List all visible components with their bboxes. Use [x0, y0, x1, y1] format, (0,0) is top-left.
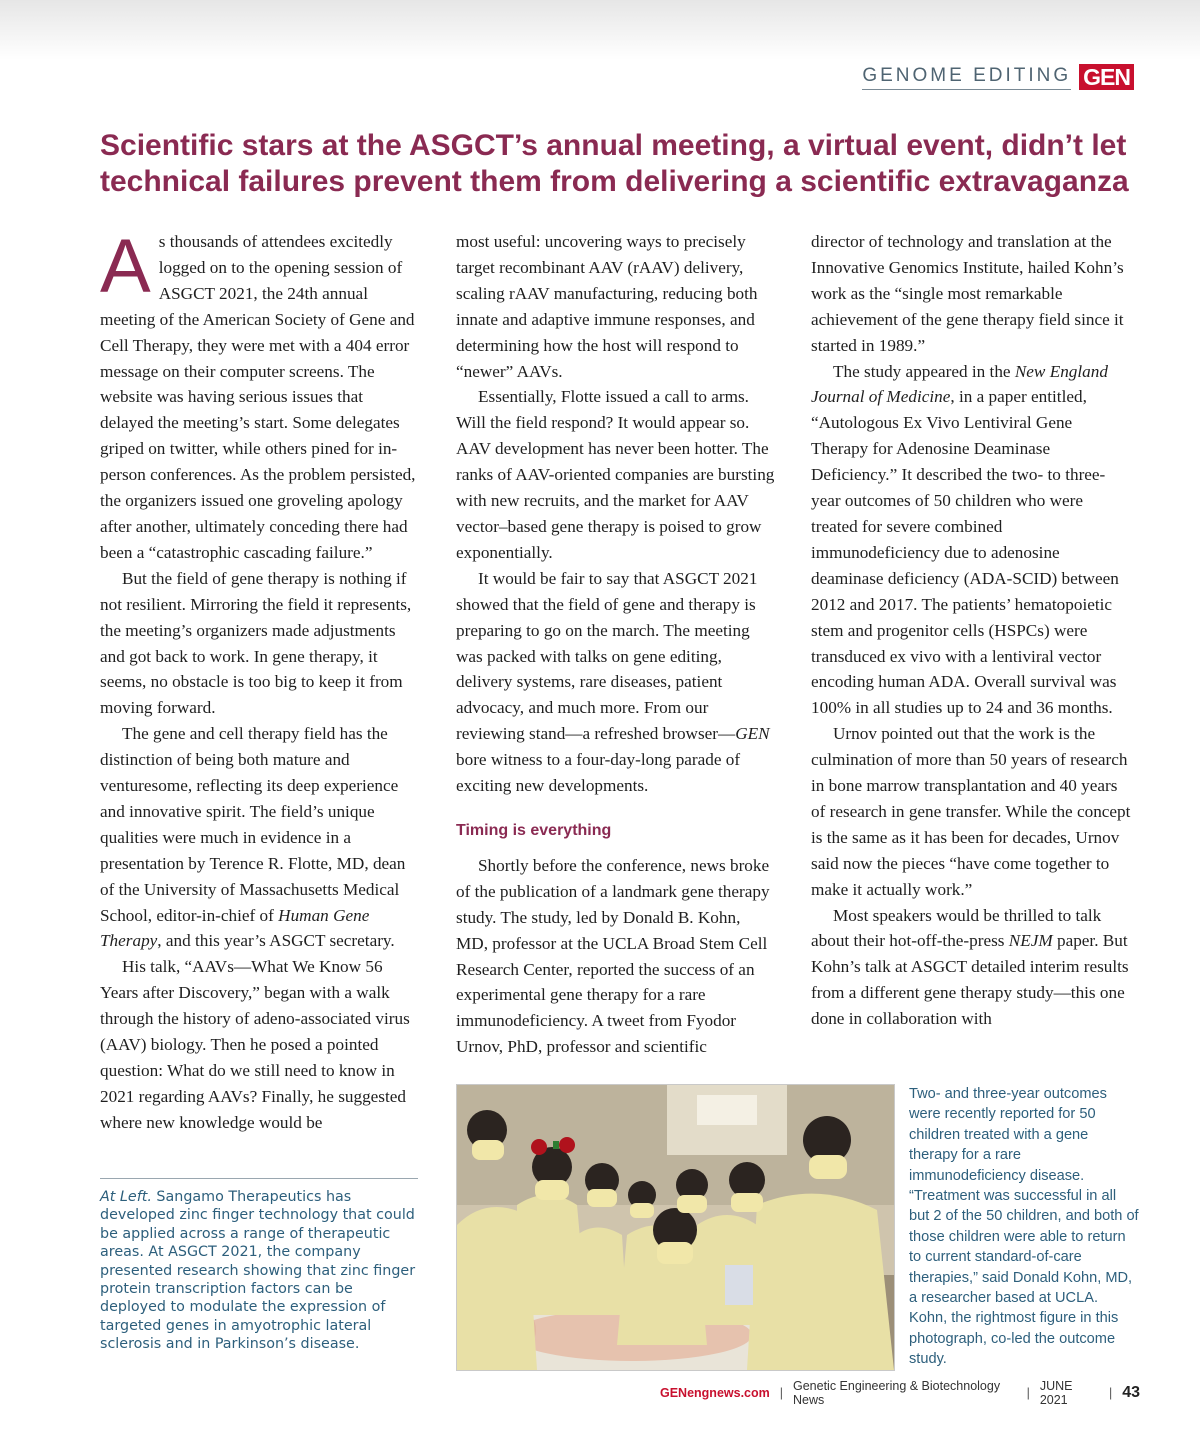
- paragraph-text: bore witness to a four-day-long parade of exciting new developments.: [456, 750, 741, 796]
- journal-title: New England Journal of Medicine: [811, 361, 1108, 407]
- section-header: [862, 62, 1134, 92]
- paragraph: Urnov pointed out that the work is the culmination of more than 50 years of research in bone marrow transplantation and 40 years of research in gene transfer. While the concept is the same as it has been for decades, Urnov said now the pieces “have come together to make it actually work.”: [811, 724, 1131, 899]
- paragraph-text: , and this year’s ASGCT secretary.: [157, 931, 395, 951]
- article-column-2: [456, 229, 776, 1060]
- paragraph-text: Most speakers would be thrilled to talk about their hot-off-the-press: [811, 905, 1102, 951]
- article-headline: Scientific stars at the ASGCT’s annual meeting, a virtual event, didn’t let technical failures prevent them from delivering a scientific extravaganza: [100, 129, 1129, 198]
- publication-name: GEN: [735, 724, 770, 744]
- paragraph-text: s thousands of attendees excitedly logged on to the opening session of ASGCT 2021, the 24th annual meeting of the American Society of Gene and Cell Therapy, they were met with a 404 error message on their computer screens. The website was having serious issues that delayed the meeting’s start. Some delegates griped on twitter, while others pined for in-person conferences. As the problem persisted, the organizers issued one groveling apology after another, ultimately conceding there had been a “catastrophic cascading failure.”: [100, 232, 416, 562]
- footer-publication: Genetic Engineering & Biotechnology News: [793, 1379, 1001, 1407]
- footer-separator: |: [1108, 1386, 1113, 1400]
- paragraph-text: The study appeared in the: [833, 361, 1015, 381]
- clinical-team-photo: [456, 1084, 895, 1371]
- page-number: 43: [1122, 1384, 1140, 1401]
- photo-caption: Two- and three-year outcomes were recently reported for 50 children treated with a gene therapy for a rare immunodeficiency disease. “Treatment was successful in all but 2 of the 50 children, and both of those children were able to return to current standard-of-care therapies,” said Donald Kohn, MD, a researcher based at UCLA. Kohn, the rightmost figure in this photograph, co-led the outcome study.: [909, 1086, 1139, 1368]
- paragraph: [811, 359, 1131, 722]
- article-column-3: [811, 229, 1131, 1032]
- gen-logo: GEN: [1079, 64, 1134, 90]
- paragraph-text: paper. But Kohn’s talk at ASGCT detailed interim results from a different gene therapy study—this one done in collaboration with: [811, 931, 1129, 1029]
- section-label: GENOME EDITING: [862, 65, 1071, 90]
- journal-title: Human Gene Therapy: [100, 905, 370, 951]
- caption-text: Sangamo Therapeutics has developed zinc finger technology that could be applied across a range of therapeutic areas. At ASGCT 2021, the company presented research showing that zinc finger protein transcription factors can be deployed to modulate the expression of targeted genes in amyotrophic lateral sclerosis and in Parkinson’s disease.: [100, 1189, 416, 1353]
- paragraph: Essentially, Flotte issued a call to arms. Will the field respond? It would appear so. AAV development has never been hotter. The ranks of AAV-oriented companies are bursting with new recruits, and the market for AAV vector–based gene therapy is poised to grow exponentially.: [456, 387, 775, 562]
- footer-separator: |: [1026, 1386, 1030, 1400]
- paragraph-text: The gene and cell therapy field has the distinction of being both mature and venturesome, reflecting its deep experience and innovative spirit. The field’s unique qualities were much in evidence in a presentation by Terence R. Flotte, MD, dean of the University of Massachusetts Medical School, editor-in-chief of: [100, 724, 406, 925]
- footer-separator: |: [779, 1386, 783, 1400]
- paragraph: Shortly before the conference, news broke of the publication of a landmark gene therapy study. The study, led by Donald B. Kohn, MD, professor at the UCLA Broad Stem Cell Research Center, reported the success of an experimental gene therapy for a rare immunodeficiency. A tweet from Fyodor Urnov, PhD, professor and scientific: [456, 855, 770, 1057]
- paragraph: His talk, “AAVs—What We Know 56 Years after Discovery,” began with a walk through the history of adeno-associated virus (AAV) biology. Then he posed a pointed question: What do we still need to know in 2021 regarding AAVs? Finally, he suggested where new knowledge would be: [100, 957, 410, 1132]
- caption-at-left: [100, 1188, 418, 1354]
- paragraph: [100, 721, 420, 954]
- section-subhead: Timing is everything: [456, 821, 612, 839]
- top-shade: [0, 0, 1200, 60]
- footer-date: JUNE 2021: [1039, 1379, 1073, 1407]
- paragraph-text: It would be fair to say that ASGCT 2021 showed that the field of gene and therapy is preparing to go on the march. The meeting was packed with talks on gene editing, delivery systems, rare diseases, patient advocacy, and much more. From our reviewing stand—a refreshed browser—: [456, 568, 758, 744]
- paragraph: [100, 224, 420, 566]
- caption-divider: [100, 1178, 418, 1179]
- footer-site-link[interactable]: GENengnews.com: [660, 1386, 770, 1400]
- paragraph: But the field of gene therapy is nothing if not resilient. Mirroring the field it represents, the meeting’s organizers made adjustments and got back to work. In gene therapy, it seems, no obstacle is too big to keep it from moving forward.: [100, 568, 412, 718]
- paragraph: director of technology and translation at the Innovative Genomics Institute, hailed Kohn’s work as the “single most remarkable achievement of the gene therapy field since it started in 1989.”: [811, 232, 1124, 355]
- journal-abbrev: NEJM: [1008, 931, 1053, 951]
- article-column-1: [100, 224, 420, 1136]
- page-footer: [660, 1373, 1140, 1413]
- photo-illustration: [457, 1085, 894, 1370]
- paragraph-text: , in a paper entitled, “Autologous Ex Vivo Lentiviral Gene Therapy for Adenosine Deaminase Deficiency.” It described the two- to three-year outcomes of 50 children who were treated for severe combined immunodeficiency due to adenosine deaminase deficiency (ADA-SCID) between 2012 and 2017. The patients’ hematopoietic stem and progenitor cells (HSPCs) were transduced ex vivo with a lentiviral vector encoding human ADA. Overall survival was 100% in all studies up to 24 and 36 months.: [811, 387, 1119, 718]
- caption-lead: At Left.: [100, 1189, 152, 1205]
- drop-cap: A: [100, 224, 151, 309]
- paragraph: most useful: uncovering ways to precisely target recombinant AAV (rAAV) delivery, scaling rAAV manufacturing, reducing both innate and adaptive immune responses, and determining how the host will respond to “newer” AAVs.: [456, 232, 758, 381]
- paragraph: [456, 566, 776, 799]
- paragraph: [811, 903, 1131, 1033]
